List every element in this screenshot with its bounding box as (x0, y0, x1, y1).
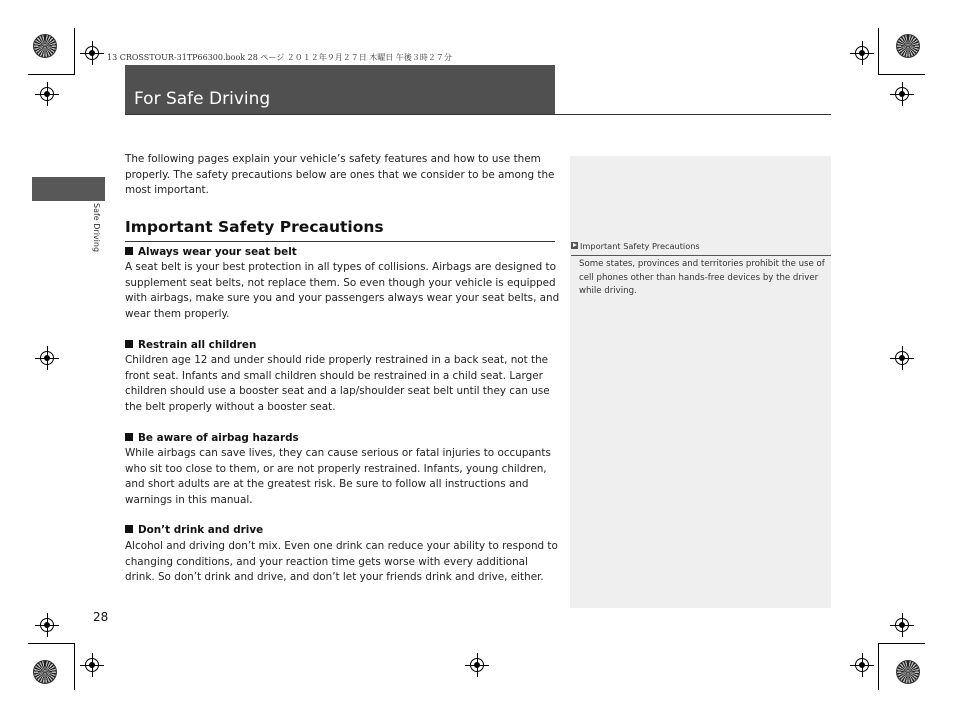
file-info: 13 CROSSTOUR-31TP66300.book 28 ページ ２０１２年９月２７日 木曜日 午後３時２７分 (107, 53, 452, 62)
registration-mark-icon (85, 46, 99, 60)
registration-mark-icon (85, 658, 99, 672)
subheading-seat-belt: Always wear your seat belt (125, 246, 297, 258)
registration-mark-icon (40, 351, 54, 365)
registration-mark-icon (855, 658, 869, 672)
subheading-airbag: Be aware of airbag hazards (125, 432, 299, 444)
title-divider (125, 114, 831, 115)
paragraph-drink-drive: Alcohol and driving don’t mix. Even one drink can reduce your ability to respond to changing conditions, and your reaction time gets worse with every additional drink. So don’t drink and drive, and don’t let your friends drink and drive, either. (125, 540, 558, 583)
note-divider (571, 255, 831, 256)
intro-paragraph: The following pages explain your vehicle’s safety features and how to use them properly. The safety precautions below are ones that we consider to be among the most important. (125, 153, 555, 196)
bullet-square-icon (125, 247, 133, 255)
registration-star-icon (896, 34, 920, 58)
registration-mark-icon (895, 87, 909, 101)
bullet-square-icon (125, 340, 133, 348)
note-panel (570, 156, 831, 608)
paragraph-children: Children age 12 and under should ride properly restrained in a back seat, not the front seat. Infants and small children should be restrained in a child seat. Larger children should use a booster seat and a lap/shoulder seat belt until they can use the belt properly without a booster seat. (125, 354, 550, 413)
registration-mark-icon (470, 658, 484, 672)
registration-mark-icon (40, 618, 54, 632)
subheading-children: Restrain all children (125, 339, 256, 351)
registration-mark-icon (895, 618, 909, 632)
registration-mark-icon (895, 351, 909, 365)
page-number: 28 (93, 610, 109, 624)
registration-star-icon (33, 34, 57, 58)
registration-mark-icon (855, 46, 869, 60)
paragraph-airbag: While airbags can save lives, they can cause serious or fatal injuries to occupants who sit too close to them, or are not properly restrained. Infants, young children, and short adults are at the greatest risk. Be sure to follow all instructions and warnings in this manual. (125, 447, 551, 506)
section-title: Important Safety Precautions (125, 218, 384, 236)
note-text: Some states, provinces and territories prohibit the use of cell phones other than hands-free devices by the driver while driving. (579, 259, 825, 296)
page-title: For Safe Driving (134, 89, 271, 109)
bullet-square-icon (125, 525, 133, 533)
chapter-tab (32, 177, 105, 201)
subheading-drink-drive: Don’t drink and drive (125, 524, 263, 536)
bullet-square-icon (125, 433, 133, 441)
chapter-tab-label: Safe Driving (92, 203, 101, 253)
reference-arrow-icon (571, 242, 578, 249)
registration-star-icon (33, 660, 57, 684)
note-heading: Important Safety Precautions (571, 241, 700, 251)
registration-star-icon (896, 660, 920, 684)
section-divider (125, 241, 555, 242)
paragraph-seat-belt: A seat belt is your best protection in all types of collisions. Airbags are designed to supplement seat belts, not replace them. So even though your vehicle is equipped with airbags, make sure you and your passengers always wear your seat belts, and wear them properly. (125, 261, 560, 320)
registration-mark-icon (40, 87, 54, 101)
